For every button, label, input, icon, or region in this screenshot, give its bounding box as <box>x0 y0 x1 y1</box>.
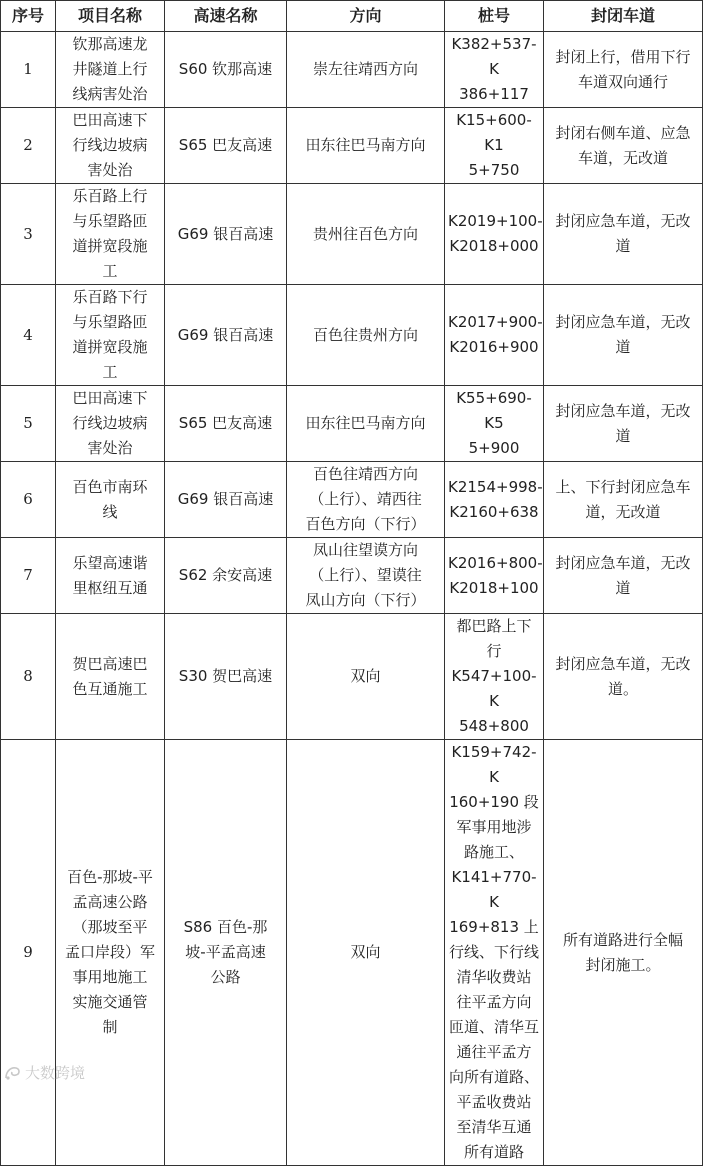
table-row <box>1 184 703 285</box>
header-row <box>1 1 703 32</box>
cell-stake: 都巴路上下 行 K547+100-K 548+800 <box>445 614 544 740</box>
cell-highway: G69 银百高速 <box>165 285 287 386</box>
cell-no: 6 <box>1 462 56 538</box>
cell-stake: K15+600-K1 5+750 <box>445 108 544 184</box>
cell-project: 乐望高速谐 里枢纽互通 <box>56 538 165 614</box>
table-row <box>1 285 703 386</box>
cell-stake: K2017+900- K2016+900 <box>445 285 544 386</box>
table-row <box>1 386 703 462</box>
header-highway: 高速名称 <box>165 1 287 32</box>
cell-stake: K55+690-K5 5+900 <box>445 386 544 462</box>
cell-closure: 封闭右侧车道、应急 车道，无改道 <box>544 108 703 184</box>
watermark-logo-icon <box>4 1065 22 1081</box>
cell-closure: 封闭应急车道，无改 道 <box>544 285 703 386</box>
cell-no: 8 <box>1 614 56 740</box>
cell-highway: S65 巴友高速 <box>165 108 287 184</box>
cell-closure: 封闭应急车道，无改 道。 <box>544 614 703 740</box>
cell-closure: 封闭应急车道，无改 道 <box>544 184 703 285</box>
cell-project: 钦那高速龙 井隧道上行 线病害处治 <box>56 32 165 108</box>
header-project: 项目名称 <box>56 1 165 32</box>
cell-closure: 所有道路进行全幅 封闭施工。 <box>544 740 703 1166</box>
table-row <box>1 538 703 614</box>
cell-highway: S62 余安高速 <box>165 538 287 614</box>
cell-no: 5 <box>1 386 56 462</box>
cell-direction: 田东往巴马南方向 <box>287 108 445 184</box>
table-row <box>1 32 703 108</box>
cell-direction: 百色往贵州方向 <box>287 285 445 386</box>
cell-closure: 上、下行封闭应急车 道，无改道 <box>544 462 703 538</box>
cell-highway: S30 贺巴高速 <box>165 614 287 740</box>
cell-closure: 封闭应急车道，无改 道 <box>544 386 703 462</box>
header-direction: 方向 <box>287 1 445 32</box>
cell-no: 9 <box>1 740 56 1166</box>
cell-no: 1 <box>1 32 56 108</box>
cell-no: 4 <box>1 285 56 386</box>
table-row <box>1 462 703 538</box>
cell-project: 巴田高速下 行线边坡病 害处治 <box>56 108 165 184</box>
table-row <box>1 614 703 740</box>
cell-direction: 崇左往靖西方向 <box>287 32 445 108</box>
cell-project: 百色-那坡-平 孟高速公路 （那坡至平 孟口岸段）军 事用地施工 实施交通管 制 <box>56 740 165 1166</box>
cell-highway: S60 钦那高速 <box>165 32 287 108</box>
cell-no: 2 <box>1 108 56 184</box>
cell-direction: 贵州往百色方向 <box>287 184 445 285</box>
cell-stake: K2154+998- K2160+638 <box>445 462 544 538</box>
cell-stake: K2016+800- K2018+100 <box>445 538 544 614</box>
cell-stake: K382+537-K 386+117 <box>445 32 544 108</box>
cell-highway: S65 巴友高速 <box>165 386 287 462</box>
cell-project: 巴田高速下 行线边坡病 害处治 <box>56 386 165 462</box>
cell-no: 7 <box>1 538 56 614</box>
cell-highway: G69 银百高速 <box>165 462 287 538</box>
cell-direction: 凤山往望谟方向 （上行）、望谟往 凤山方向（下行） <box>287 538 445 614</box>
cell-direction: 百色往靖西方向 （上行）、靖西往 百色方向（下行） <box>287 462 445 538</box>
watermark <box>4 1062 85 1083</box>
cell-closure: 封闭上行，借用下行 车道双向通行 <box>544 32 703 108</box>
header-no: 序号 <box>1 1 56 32</box>
cell-no: 3 <box>1 184 56 285</box>
cell-highway: S86 百色-那 坡-平孟高速 公路 <box>165 740 287 1166</box>
cell-project: 贺巴高速巴 色互通施工 <box>56 614 165 740</box>
table-row <box>1 740 703 1166</box>
cell-stake: K159+742-K 160+190 段 军事用地涉 路施工、 K141+770-K 169+813 上 行线、下行线 清华收费站 往平孟方向 匝道、清华互 通往平孟方 向所有道路、 平孟收费站 至清华互通 所有道路 <box>445 740 544 1166</box>
cell-project: 百色市南环 线 <box>56 462 165 538</box>
cell-closure: 封闭应急车道，无改 道 <box>544 538 703 614</box>
watermark-text: 大数跨境 <box>25 1064 86 1082</box>
cell-highway: G69 银百高速 <box>165 184 287 285</box>
header-stake: 桩号 <box>445 1 544 32</box>
table-row <box>1 108 703 184</box>
cell-direction: 田东往巴马南方向 <box>287 386 445 462</box>
cell-project: 乐百路上行 与乐望路匝 道拼宽段施 工 <box>56 184 165 285</box>
cell-project: 乐百路下行 与乐望路匝 道拼宽段施 工 <box>56 285 165 386</box>
cell-stake: K2019+100- K2018+000 <box>445 184 544 285</box>
cell-direction: 双向 <box>287 614 445 740</box>
cell-direction: 双向 <box>287 740 445 1166</box>
header-closure: 封闭车道 <box>544 1 703 32</box>
